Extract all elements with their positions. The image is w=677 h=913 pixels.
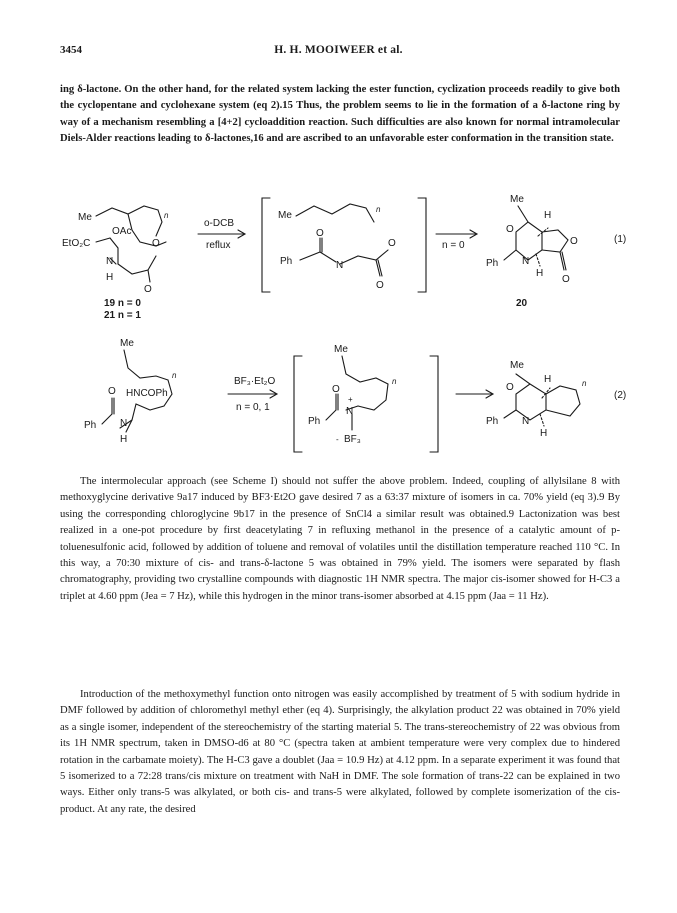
- s2-prod-o: O: [506, 382, 514, 393]
- body-paragraph-1: [60, 474, 620, 605]
- s1-int-o-ring: O: [388, 238, 396, 249]
- s2-left-h: H: [120, 434, 128, 445]
- s1-prod-ph: Ph: [486, 258, 499, 269]
- s2-left-hncoph: HNCOPh: [126, 388, 168, 399]
- s1-reagent-bottom: reflux: [206, 240, 231, 251]
- s1-condition: n = 0: [442, 240, 465, 251]
- body-paragraph-1-text: The intermolecular approach (see Scheme I) should not suffer the above problem. Indeed, coupling of allylsilane 8 with methoxyglycine derivative 9a17 induced by BF3·Et2O gave desired 7 as a 63:37 mixture of isomers in ca. 70% yield (eq 3).9 By using the corresponding chloroglycine 9b17 in the presence of SnCl4 a similar result was obtained.9 Lactonization was best realized in a one-pot procedure by first deacetylating 7 in refluxing methanol in the presence of a catalytic amount of p-toluenesulfonic acid, followed by addition of toluene and removal of volatiles until the distillation temperature reached 110 °C. In this way, a 70:30 mixture of cis- and trans-δ-lactone 5 was obtained in 79% yield. The isomers were separated by flash chromatography, providing two crystalline compounds with diagnostic 1H NMR spectra. The major cis-isomer showed for H-C3 a triplet at 4.60 ppm (Jea = 7 Hz), while this hydrogen in the minor trans-isomer absorbed at 4.15 ppm (Jaa = 11 Hz).: [60, 476, 620, 602]
- compound-21: 21 n = 1: [104, 310, 141, 321]
- s2-prod-n: N: [522, 416, 530, 427]
- s1-int-o-top: O: [316, 228, 324, 239]
- s2-left-me: Me: [120, 338, 134, 349]
- body-paragraph-2: [60, 687, 620, 818]
- running-head: H. H. MOOIWEER et al.: [274, 44, 403, 56]
- intro-paragraph: ing δ-lactone. On the other hand, for the related system lacking the ester function, cyclization proceeds readily to give both the cyclopentane and cyclohexane system (eq 2).15 Thus, the problem seems to lie in the formation of a δ-lactone ring by way of a mechanism resembling a [4+2] cycloaddition reaction. Such difficulties are also known for normal intramolecular Diels-Alder reactions leading to δ-lactones,16 and are ascribed to an unfavorable ester conformation in the transition state.: [60, 84, 620, 145]
- s1-int-n-sub: n: [376, 205, 381, 214]
- s1-prod-h-bottom: H: [536, 268, 544, 279]
- s2-eq-number: (2): [614, 390, 627, 401]
- s1-left-me: Me: [78, 212, 92, 223]
- s2-left-ph: Ph: [84, 420, 97, 431]
- s1-left-n: N: [106, 256, 114, 267]
- s1-left-oac: OAc: [112, 226, 132, 237]
- s2-left-n: N: [120, 418, 128, 429]
- s2-int-plus: +: [348, 395, 353, 404]
- s2-left-o: O: [108, 386, 116, 397]
- s2-left-n-sub: n: [172, 371, 177, 380]
- s1-int-n: N: [336, 260, 344, 271]
- s1-left-o-ring: O: [152, 238, 160, 249]
- s1-prod-n: N: [522, 256, 530, 267]
- body-paragraph-2-text: Introduction of the methoxymethyl function onto nitrogen was easily accomplished by treatment of 5 with sodium hydride in DMF followed by addition of chloromethyl methyl ether (eq 4). Surprisingly, the alkylation product 22 was obtained in 70% yield as a single isomer, independent of the stereochemistry of the starting material 5. The trans-stereochemistry of 22 was obvious from its 1H NMR spectrum, taken in DMSO-d6 at 80 °C (spectra taken at ambient temperature were very complex due to hindered rotation in the carbamate moiety). The H-C3 gave a doublet (Jaa = 10.9 Hz) at 4.12 ppm. In a separate experiment it was found that 5 isomerized to a 72:28 trans/cis mixture on treatment with NaH in DMF. The sole formation of trans-22 can be explained in two ways. Either only trans-5 was alkylated, or both cis- and trans-5 were alkylated, followed by complete isomerization of the cis-product. At any rate, the desired: [60, 689, 620, 815]
- reaction-schemes: [40, 180, 660, 466]
- s2-prod-h-top: H: [544, 374, 552, 385]
- s2-int-o: O: [332, 384, 340, 395]
- s1-reagent-top: o-DCB: [204, 218, 235, 229]
- compound-20: 20: [516, 298, 528, 309]
- s2-int-bf3: BF₃: [344, 434, 361, 445]
- s2-reagent-bottom: n = 0, 1: [236, 402, 270, 413]
- s2-prod-me: Me: [510, 360, 524, 371]
- s2-prod-ph: Ph: [486, 416, 499, 427]
- compound-19: 19 n = 0: [104, 298, 141, 309]
- s1-prod-o-carbonyl: O: [562, 274, 570, 285]
- s1-int-me: Me: [278, 210, 292, 221]
- s1-prod-h-top: H: [544, 210, 552, 221]
- s2-int-n-sub: n: [392, 377, 397, 386]
- s1-left-o-carbonyl: O: [144, 284, 152, 295]
- s2-int-me: Me: [334, 344, 348, 355]
- s2-prod-h-bottom: H: [540, 428, 548, 439]
- s2-int-n: N: [346, 406, 354, 417]
- s1-prod-me: Me: [510, 194, 524, 205]
- s1-left-ester: EtO₂C: [62, 238, 91, 249]
- s2-prod-n-sub: n: [582, 379, 587, 388]
- s1-prod-o-ring1: O: [506, 224, 514, 235]
- s1-int-o-carbonyl: O: [376, 280, 384, 291]
- s1-prod-o-ring2: O: [570, 236, 578, 247]
- s2-reagent-top: BF₃·Et₂O: [234, 376, 276, 387]
- s1-left-h: H: [106, 272, 114, 283]
- s1-eq-number: (1): [614, 234, 627, 245]
- s2-int-minus: -: [336, 435, 339, 444]
- page-number: 3454: [60, 44, 82, 56]
- s1-int-ph: Ph: [280, 256, 293, 267]
- s1-left-n-sub: n: [164, 211, 169, 220]
- s2-int-ph: Ph: [308, 416, 321, 427]
